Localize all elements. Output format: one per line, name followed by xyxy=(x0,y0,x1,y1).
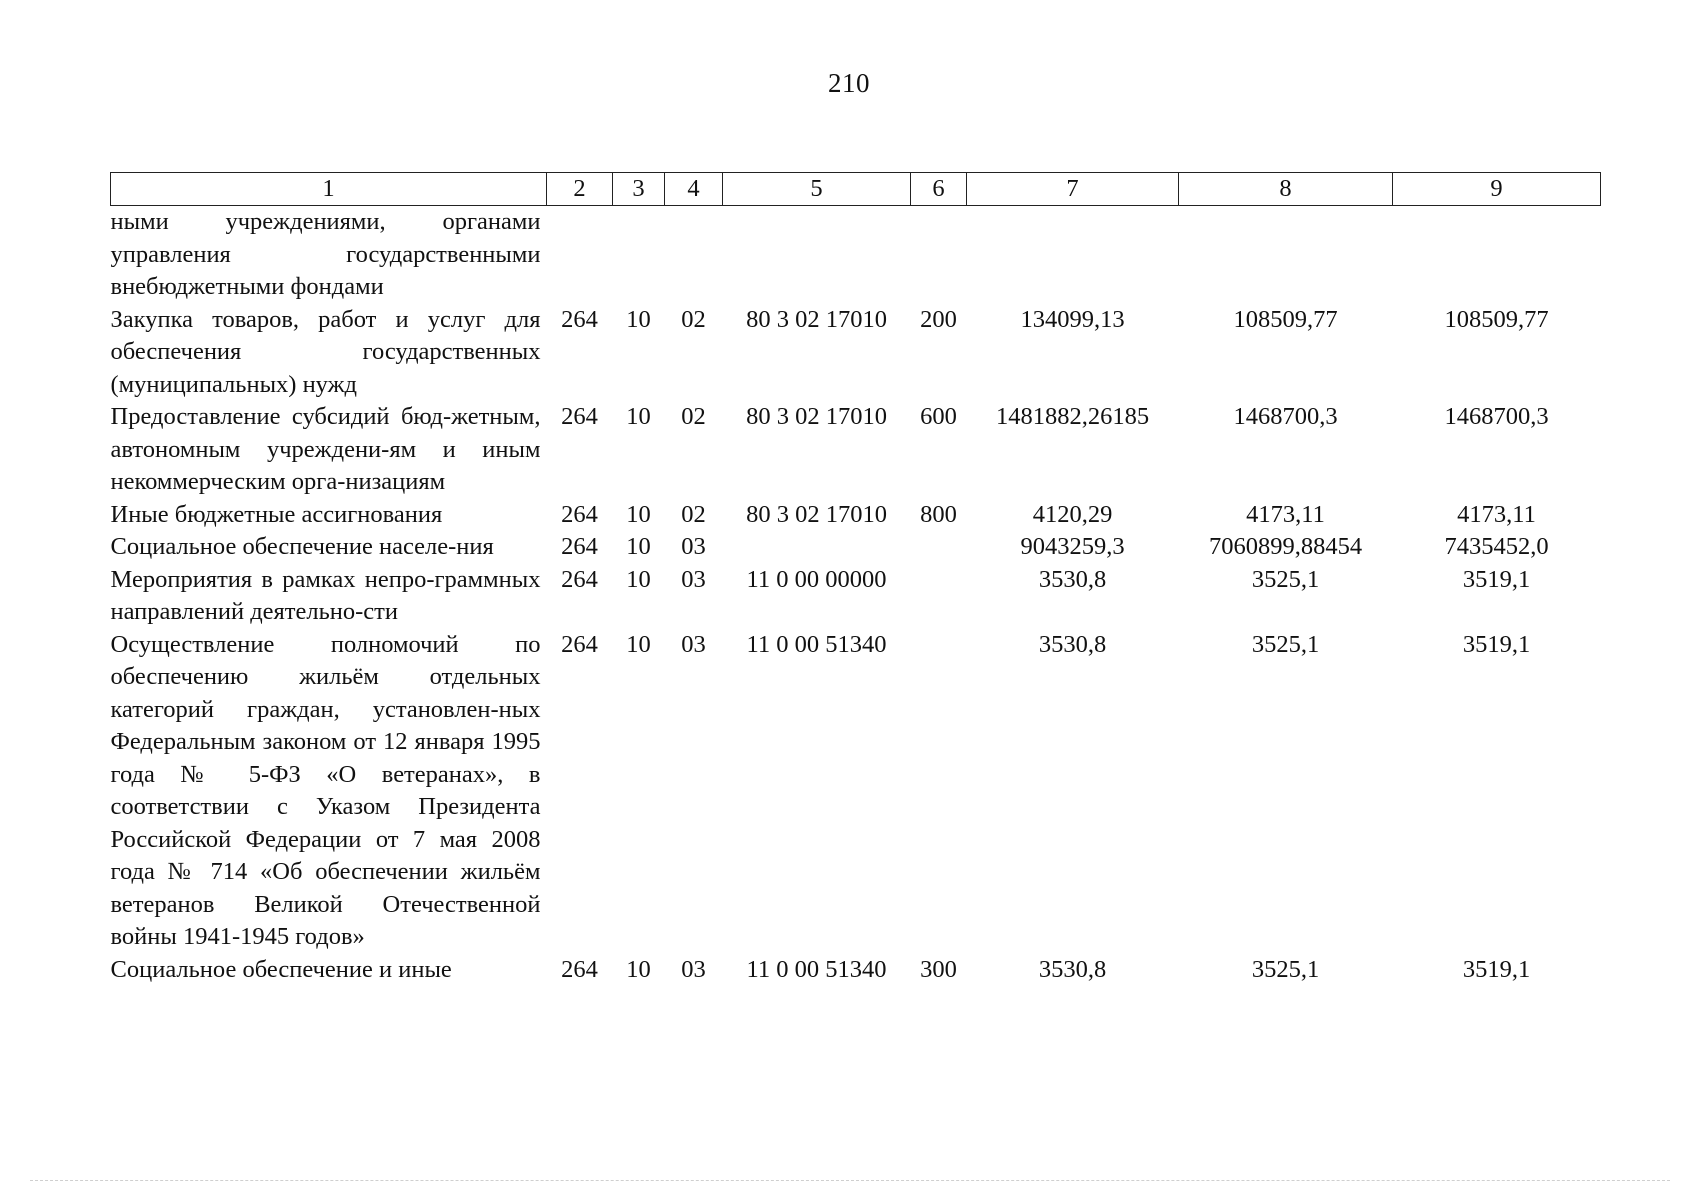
row-description: Социальное обеспечение населе-ния xyxy=(110,533,494,560)
cell-expense-type: 200 xyxy=(920,305,957,333)
column-header-1: 1 xyxy=(111,173,547,206)
cell-amount-col7: 134099,13 xyxy=(1020,305,1125,333)
cell-amount-col8 xyxy=(1179,206,1393,304)
cell-amount-col9: 7435452,0 xyxy=(1444,533,1549,560)
cell-expense-type xyxy=(911,206,967,304)
cell-ministry: 264 xyxy=(561,630,598,658)
cell-amount-col9: 1468700,3 xyxy=(1444,403,1549,430)
cell-ministry: 264 xyxy=(561,403,598,430)
cell-target-article: 11 0 00 51340 xyxy=(746,955,887,983)
column-header-9: 9 xyxy=(1393,173,1601,206)
cell-subsection: 03 xyxy=(681,565,706,593)
cell-subsection: 03 xyxy=(681,630,706,658)
cell-amount-col7: 3530,8 xyxy=(1038,630,1107,658)
cell-expense-type xyxy=(911,564,967,629)
cell-section: 10 xyxy=(626,955,651,983)
cell-expense-type: 600 xyxy=(920,403,957,430)
cell-target-article: 11 0 00 00000 xyxy=(746,565,887,593)
cell-amount-col8: 3525,1 xyxy=(1251,955,1320,983)
row-description: Иные бюджетные ассигнования xyxy=(110,500,443,528)
cell-amount-col7: 3530,8 xyxy=(1038,955,1107,983)
cell-amount-col9: 3519,1 xyxy=(1462,630,1531,658)
cell-ministry: 264 xyxy=(561,305,598,333)
table-row xyxy=(111,206,1601,304)
column-header-7: 7 xyxy=(967,173,1179,206)
cell-amount-col7 xyxy=(967,206,1179,304)
cell-amount-col8: 3525,1 xyxy=(1251,565,1320,593)
cell-section: 10 xyxy=(626,305,651,333)
cell-subsection: 02 xyxy=(681,305,706,333)
column-header-5: 5 xyxy=(723,173,911,206)
cell-amount-col9: 4173,11 xyxy=(1457,500,1536,528)
cell-expense-type: 800 xyxy=(920,500,957,528)
row-description: ными учреждениями, органами управления государственными внебюджетными фондами xyxy=(110,208,541,300)
table-row xyxy=(111,629,1601,954)
cell-subsection xyxy=(665,206,723,304)
table-body xyxy=(111,206,1601,987)
cell-amount-col9: 3519,1 xyxy=(1462,955,1531,983)
table-row xyxy=(111,401,1601,499)
cell-subsection: 03 xyxy=(681,533,706,560)
cell-expense-type xyxy=(911,531,967,564)
table-row xyxy=(111,531,1601,564)
table-header-row xyxy=(111,173,1601,206)
scan-artifact-line xyxy=(30,1180,1670,1181)
cell-amount-col7: 4120,29 xyxy=(1032,500,1113,528)
cell-amount-col8: 108509,77 xyxy=(1233,305,1338,333)
row-description: Осуществление полномочий по обеспечению жильём отдельных категорий граждан, установлен-ных Федеральным законом от 12 января 1995 года № 5-ФЗ «О ветеранах», в соответствии с Указом Президента Российской Федерации от 7 мая 2008 года № 714 «Об обеспечении жильём ветеранов Великой Отечественной войны 1941-1945 годов» xyxy=(110,630,541,950)
cell-ministry xyxy=(547,206,613,304)
cell-amount-col7: 1481882,26185 xyxy=(995,403,1150,430)
column-header-6: 6 xyxy=(911,173,967,206)
cell-section xyxy=(613,206,665,304)
cell-target-article: 11 0 00 51340 xyxy=(746,630,887,658)
cell-ministry: 264 xyxy=(561,955,598,983)
cell-target-article xyxy=(723,206,911,304)
cell-amount-col8: 4173,11 xyxy=(1246,500,1325,528)
cell-expense-type xyxy=(911,629,967,954)
cell-amount-col9: 108509,77 xyxy=(1444,305,1549,333)
cell-amount-col8: 7060899,88454 xyxy=(1208,533,1363,560)
cell-expense-type: 300 xyxy=(920,955,957,983)
cell-target-article: 80 3 02 17010 xyxy=(746,305,887,333)
cell-target-article: 80 3 02 17010 xyxy=(746,403,887,430)
cell-amount-col7: 9043259,3 xyxy=(1020,533,1125,560)
cell-subsection: 02 xyxy=(681,500,706,528)
cell-amount-col9 xyxy=(1393,206,1601,304)
cell-section: 10 xyxy=(626,630,651,658)
table-row xyxy=(111,954,1601,987)
table-row xyxy=(111,304,1601,402)
cell-section: 10 xyxy=(626,565,651,593)
cell-ministry: 264 xyxy=(561,533,598,560)
cell-ministry: 264 xyxy=(561,500,598,528)
cell-section: 10 xyxy=(626,403,651,430)
cell-target-article: 80 3 02 17010 xyxy=(746,500,887,528)
column-header-8: 8 xyxy=(1179,173,1393,206)
column-header-3: 3 xyxy=(613,173,665,206)
row-description: Мероприятия в рамках непро-граммных направлений деятельно-сти xyxy=(110,565,541,625)
cell-section: 10 xyxy=(626,533,651,560)
row-description: Социальное обеспечение и иные xyxy=(110,955,452,983)
cell-subsection: 03 xyxy=(681,955,706,983)
cell-amount-col9: 3519,1 xyxy=(1462,565,1531,593)
cell-amount-col8: 1468700,3 xyxy=(1233,403,1338,430)
table-row xyxy=(111,564,1601,629)
column-header-4: 4 xyxy=(665,173,723,206)
cell-subsection: 02 xyxy=(681,403,706,430)
cell-amount-col8: 3525,1 xyxy=(1251,630,1320,658)
page-number: 210 xyxy=(828,68,870,98)
cell-ministry: 264 xyxy=(561,565,598,593)
cell-section: 10 xyxy=(626,500,651,528)
table-row xyxy=(111,499,1601,532)
row-description: Предоставление субсидий бюд-жетным, автономным учреждени-ям и иным некоммерческим орга-низациям xyxy=(110,403,541,495)
cell-amount-col7: 3530,8 xyxy=(1038,565,1107,593)
column-header-2: 2 xyxy=(547,173,613,206)
row-description: Закупка товаров, работ и услуг для обеспечения государственных (муниципальных) нужд xyxy=(110,305,541,398)
cell-target-article xyxy=(723,531,911,564)
budget-table xyxy=(110,172,1601,986)
